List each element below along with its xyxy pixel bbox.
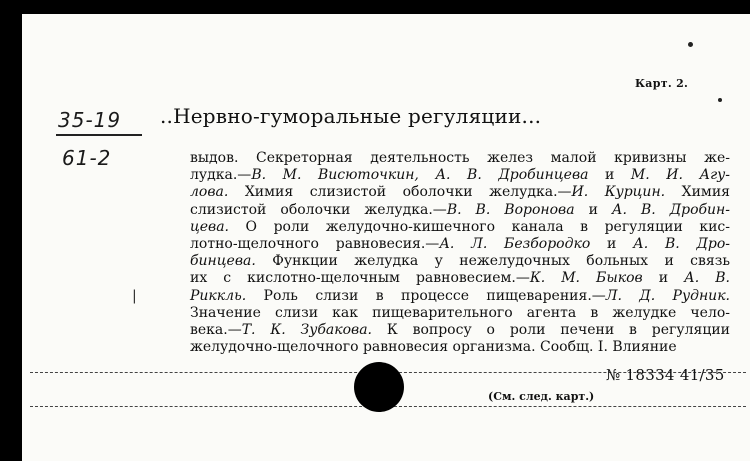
card-title: ..Нервно-гуморальные регуляции... [160,104,542,128]
text-line [190,184,730,201]
handwritten-shelfmark-bottom: 61-2 [62,146,112,170]
author-name: В. М. Висюточкин, А. В. Дробинцева [251,167,589,184]
punch-hole [354,362,404,412]
text-run: О роли желудочно-кишечного канала в регуляции кис- [229,218,730,235]
author-name: бинцева. [190,253,256,270]
text-run: Химия слизистой оболочки желудка.— [228,184,572,201]
author-name: И. Курцин. [571,184,666,201]
text-line [190,202,730,219]
author-name: К. М. Быков [529,270,643,287]
text-run: лотно-щелочного равновесия.— [190,236,440,253]
bibliography-text [190,150,730,356]
author-name: А. В. [684,270,730,287]
text-run: и [590,236,634,253]
text-line [190,150,730,167]
scan-edge-left [0,0,22,461]
text-line [190,167,730,184]
author-name: А. В. Дро- [633,236,730,253]
text-run: Функции желудка у нежелудочных больных и связь [255,253,730,270]
scan-speck [718,98,722,102]
registry-number: № 18334 41/35 [606,366,725,384]
author-name: А. Л. Безбородко [439,236,591,253]
scan-edge-top [0,0,750,14]
scan-speck [688,42,693,47]
text-run: К вопросу о роли печени в регуляции [372,322,730,339]
text-line [190,305,730,322]
text-line [190,236,730,253]
text-run: и [574,201,612,218]
text-run: желудочно-щелочного равновесия организма. Сообщ. I. Влияние [190,339,677,356]
author-name: цева. [190,218,229,235]
text-line [190,270,730,287]
text-line [190,219,730,236]
text-run: Значение слизи как пищеварительного агента в желудке чело- [190,304,730,321]
text-run: Роль слизи в процессе пищеварения.— [246,287,606,304]
text-run: и [642,270,685,287]
text-run: Химия [665,184,730,201]
text-line [190,253,730,270]
handwritten-underline [56,134,142,136]
author-name: В. В. Воронова [446,201,575,218]
text-line [190,288,730,305]
text-run: их с кислотно-щелочным равновесием.— [190,270,530,287]
text-line [190,339,730,356]
text-run: века.— [190,322,242,339]
handwritten-shelfmark-top: 35-19 [58,108,122,132]
text-line [190,322,730,339]
text-run: и [588,167,631,184]
text-run: лудка.— [190,167,252,184]
author-name: лова. [190,184,229,201]
author-name: М. И. Агу- [630,167,731,184]
author-name: Л. Д. Рудник. [605,287,731,304]
text-run: выдов. Секреторная деятельность желез малой кривизны же- [190,150,730,166]
text-run: слизистой оболочки желудка.— [190,201,447,218]
author-name: Риккль. [190,287,247,304]
continued-note: (См. след. карт.) [488,390,595,403]
card-number: Карт. 2. [635,77,689,90]
margin-mark: | [132,288,137,304]
author-name: А. В. Дробин- [611,201,731,218]
author-name: Т. К. Зубакова. [241,322,372,339]
